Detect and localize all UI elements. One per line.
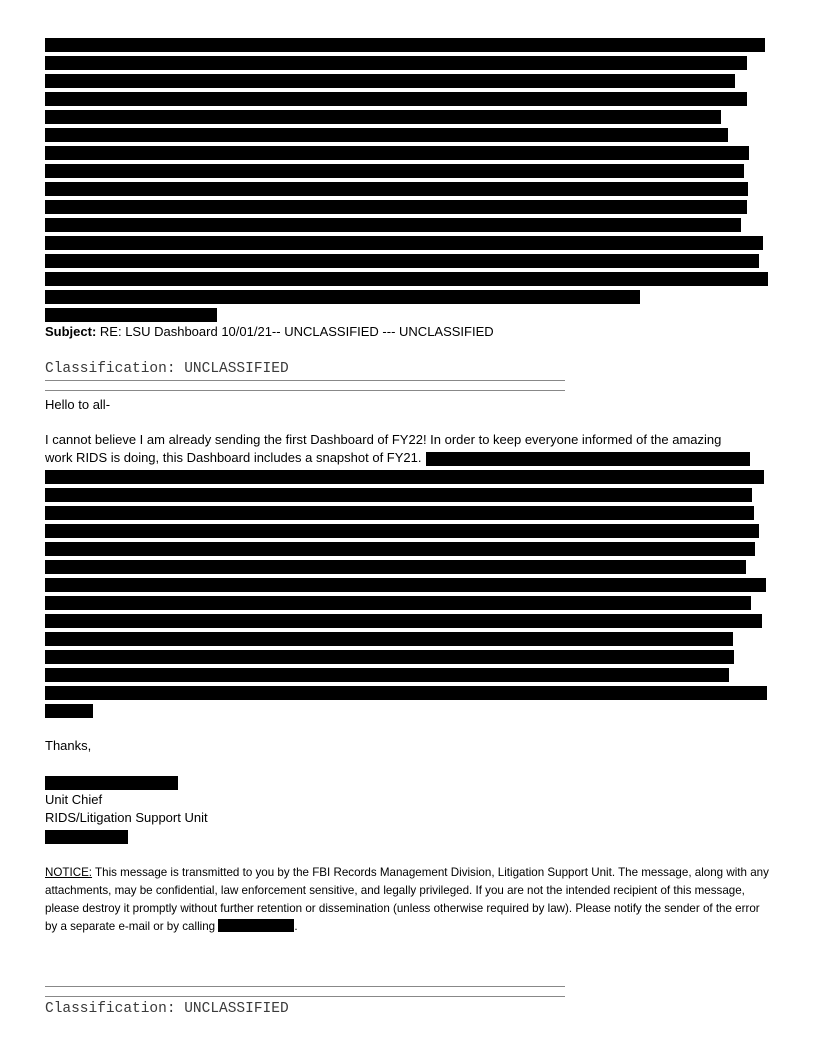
redaction-bar — [45, 650, 734, 664]
redaction-bar — [45, 506, 754, 520]
body-line: I cannot believe I am already sending the first Dashboard of FY22! In order to keep everyone informed of the amazing — [45, 432, 722, 447]
redaction-bar — [426, 452, 750, 466]
redaction-bar — [45, 596, 751, 610]
redaction-bar — [45, 218, 741, 232]
classification-header: Classification: UNCLASSIFIED — [45, 361, 289, 377]
redaction-bar — [45, 578, 766, 592]
redaction-bar — [45, 632, 733, 646]
redaction-bar — [45, 776, 178, 790]
redaction-bar — [45, 668, 729, 682]
redaction-bar — [45, 686, 767, 700]
redaction-bar — [45, 236, 763, 250]
redaction-bar — [45, 614, 762, 628]
subject-label: Subject: — [45, 324, 97, 339]
redaction-bar — [45, 560, 746, 574]
legal-notice — [45, 864, 775, 936]
redaction-bar — [45, 146, 749, 160]
body-line: work RIDS is doing, this Dashboard includes a snapshot of FY21. — [45, 450, 422, 465]
classification-footer: Classification: UNCLASSIFIED — [45, 1001, 289, 1017]
redaction-bar — [45, 164, 744, 178]
redaction-bar — [45, 488, 752, 502]
signature-unit: RIDS/Litigation Support Unit — [45, 810, 208, 825]
subject-value: RE: LSU Dashboard 10/01/21-- UNCLASSIFIED --- UNCLASSIFIED — [99, 324, 494, 339]
redaction-bar — [45, 290, 640, 304]
redaction-bar — [45, 182, 748, 196]
signature-title: Unit Chief — [45, 792, 103, 807]
redaction-bar — [45, 56, 747, 70]
redaction-bar — [45, 308, 217, 322]
notice-label: NOTICE: — [45, 866, 93, 879]
redaction-bar — [45, 470, 764, 484]
signoff: Thanks, — [45, 738, 92, 753]
redaction-bar — [45, 110, 721, 124]
subject-line — [45, 323, 494, 341]
notice-end: . — [294, 920, 298, 933]
separator-rule — [45, 986, 565, 997]
redaction-bar — [45, 74, 735, 88]
separator-rule — [45, 380, 565, 391]
redaction-bar — [45, 92, 747, 106]
redaction-bar — [45, 38, 765, 52]
redaction-bar — [45, 272, 768, 286]
redaction-bar — [45, 200, 747, 214]
notice-text: This message is transmitted to you by the FBI Records Management Division, Litigation Support Unit. The message, along with any attachments, may be confidential, law enforcement sensitive, and legally privileged. If you are not the intended recipient of this message, please destroy it promptly without further retention or dissemination (unless otherwise required by law). Please notify the sender of the error by a separate e-mail or by calling — [45, 866, 769, 933]
redaction-bar — [45, 128, 728, 142]
greeting: Hello to all- — [45, 397, 111, 412]
redaction-bar — [45, 704, 93, 718]
redaction-bar — [45, 542, 755, 556]
redaction-bar — [45, 830, 128, 844]
redaction-bar — [218, 919, 294, 932]
redaction-bar — [45, 254, 759, 268]
redaction-bar — [45, 524, 759, 538]
